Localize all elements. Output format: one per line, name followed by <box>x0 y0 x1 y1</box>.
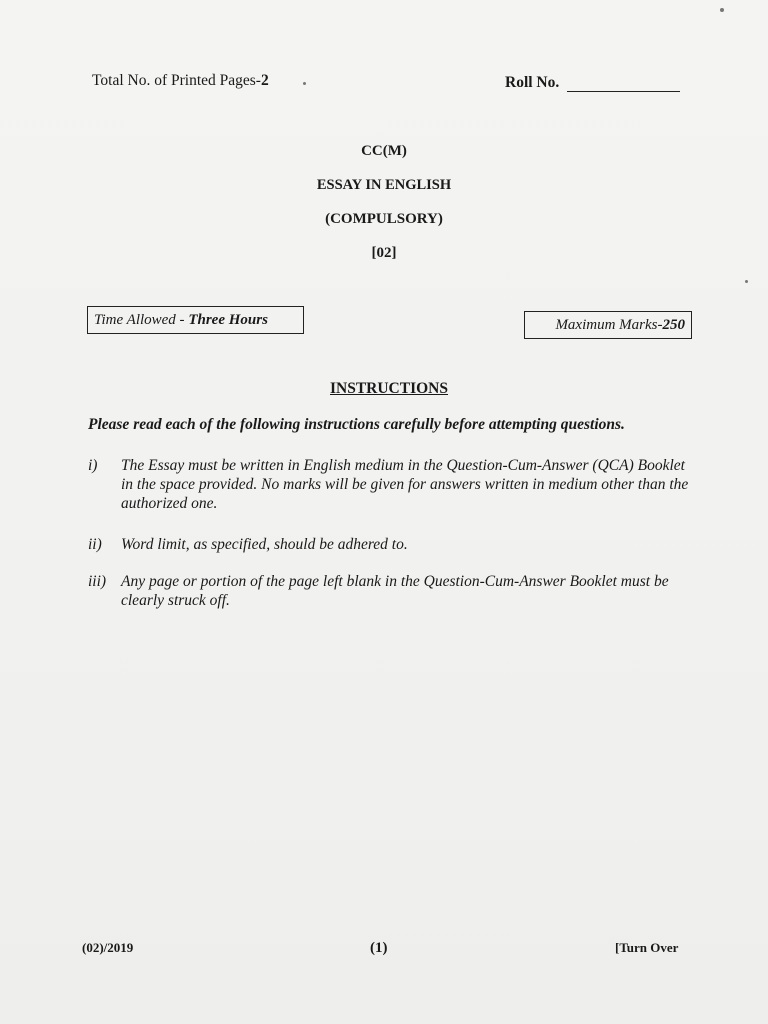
instruction-item <box>88 535 698 554</box>
instruction-text: Word limit, as specified, should be adhered to. <box>121 536 408 553</box>
paper-number: [02] <box>371 245 397 261</box>
printed-pages-count: 2 <box>260 72 269 89</box>
instruction-number: ii) <box>88 536 102 553</box>
instruction-text: The Essay must be written in English medium in the Question-Cum-Answer (QCA) Booklet in the space provided. No marks will be given for answers written in medium other than the authorized one. <box>121 457 689 512</box>
time-allowed-box: Time Allowed - Three Hours <box>87 306 304 334</box>
paper-type: (COMPULSORY) <box>325 211 443 227</box>
instruction-text: Any page or portion of the page left blank in the Question-Cum-Answer Booklet must be clearly struck off. <box>121 573 669 609</box>
roll-number-label: Roll No. <box>505 74 560 91</box>
printed-pages-label: Total No. of Printed Pages-2 <box>92 72 269 89</box>
roll-number-blank <box>567 77 680 92</box>
maximum-marks-value: 250 <box>662 317 685 333</box>
scan-speck <box>745 280 748 283</box>
instruction-number: iii) <box>88 573 107 590</box>
footer-paper-code: (02)/2019 <box>82 940 134 955</box>
instruction-item <box>88 456 698 513</box>
scan-speck <box>720 8 724 12</box>
instruction-item <box>88 572 698 610</box>
roll-number-field <box>505 74 680 92</box>
instructions-lead: Please read each of the following instructions carefully before attempting questions. <box>88 416 625 433</box>
scan-speck <box>303 82 306 85</box>
maximum-marks-box: Maximum Marks-250 <box>524 311 692 339</box>
instructions-heading: INSTRUCTIONS <box>329 380 448 397</box>
paper-subject: ESSAY IN ENGLISH <box>316 177 452 193</box>
paper-code: CC(M) <box>361 143 407 159</box>
footer-turn-over: [Turn Over <box>615 940 679 955</box>
instruction-number: i) <box>88 457 98 474</box>
footer-page-number: (1) <box>370 940 388 956</box>
time-allowed-value: Three Hours <box>188 312 268 328</box>
